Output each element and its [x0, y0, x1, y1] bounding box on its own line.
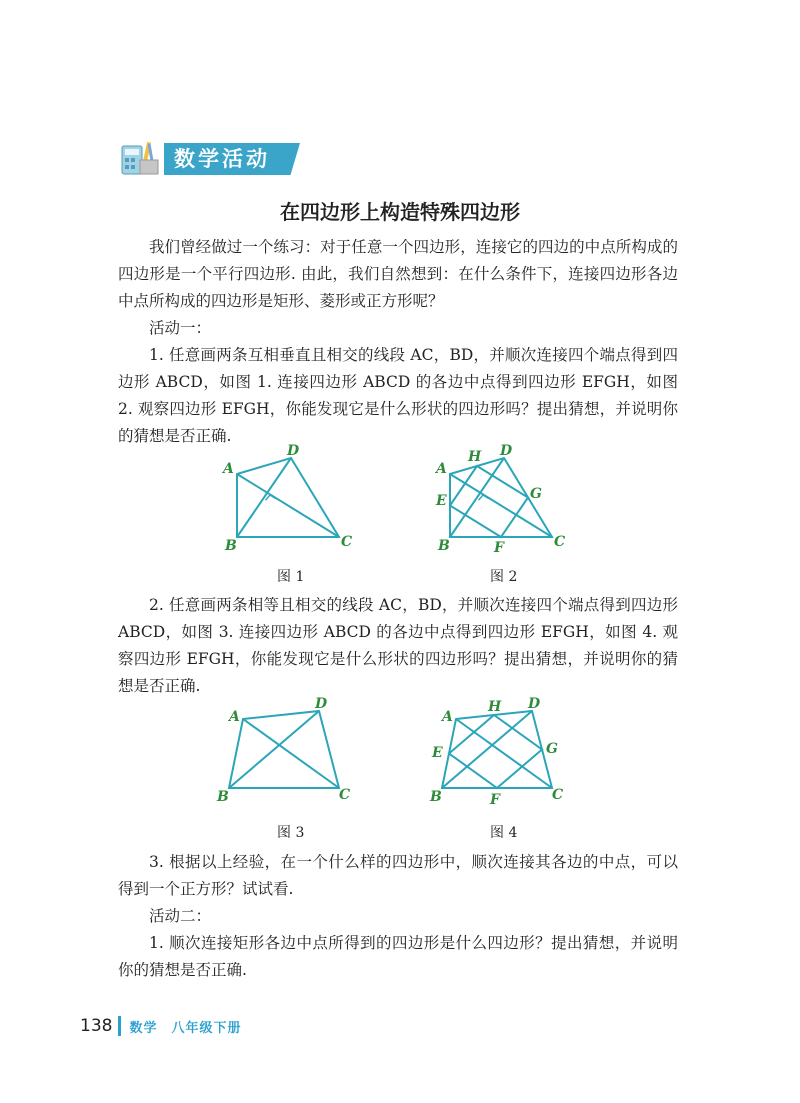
label-C: C: [341, 534, 353, 550]
label-E: E: [432, 745, 443, 761]
figure-1-caption: 图 1: [277, 569, 305, 585]
label-F: F: [494, 540, 504, 556]
page-title: 在四边形上构造特殊四边形: [280, 200, 520, 224]
footer-grade: 八年级下册: [171, 1020, 242, 1036]
figure-2: [428, 440, 578, 585]
figure-4: [428, 695, 578, 841]
label-A: A: [223, 461, 234, 477]
figure-3: [215, 695, 365, 841]
activity2-item1: 1. 顺次连接矩形各边中点所得到的四边形是什么四边形？提出猜想，并说明你的猜想是否正确.: [118, 934, 678, 979]
page-number: 138: [80, 1016, 113, 1036]
section-banner: [118, 140, 300, 178]
figure-1: [215, 440, 365, 585]
figure-3-caption: 图 3: [277, 825, 305, 841]
footer-book-title: 数学: [129, 1020, 158, 1036]
activity1-label: 活动一：: [149, 319, 212, 337]
label-D: D: [287, 443, 300, 459]
label-F: F: [490, 792, 500, 808]
page-footer: [80, 1015, 241, 1037]
figure-4-diagram: [428, 695, 578, 815]
label-H: H: [468, 449, 482, 465]
calculator-icon: [118, 140, 166, 178]
figure-1-diagram: [215, 440, 365, 560]
label-B: B: [438, 538, 450, 554]
label-D: D: [500, 443, 513, 459]
activity1-item1: 1. 任意画两条互相垂直且相交的线段 AC，BD，并顺次连接四个端点得到四边形 ABCD，如图 1. 连接四边形 ABCD 的各边中点得到四边形 EFGH，如图 2. 观察四边形 EFGH，你能发现它是什么形状的四边形吗？提出猜想，并说明你的猜想是否正确.: [118, 346, 678, 445]
label-D: D: [528, 696, 541, 712]
label-A: A: [229, 709, 240, 725]
activity2-label: 活动二：: [149, 907, 212, 925]
label-B: B: [225, 538, 237, 554]
figure-2-caption: 图 2: [490, 569, 518, 585]
figure-2-diagram: [428, 440, 578, 560]
figure-4-caption: 图 4: [490, 825, 518, 841]
label-C: C: [554, 534, 566, 550]
label-G: G: [546, 741, 558, 757]
label-A: A: [436, 461, 447, 477]
label-B: B: [217, 789, 229, 805]
footer-divider: [118, 1016, 121, 1036]
figure-3-diagram: [215, 695, 365, 815]
activity1-item3: 3. 根据以上经验，在一个什么样的四边形中，顺次连接其各边的中点，可以得到一个正方形？试试看.: [118, 853, 678, 898]
label-G: G: [530, 486, 542, 502]
label-A: A: [442, 709, 453, 725]
label-D: D: [315, 696, 328, 712]
label-C: C: [339, 787, 351, 803]
label-C: C: [552, 787, 564, 803]
activity1-item2: 2. 任意画两条相等且相交的线段 AC，BD，并顺次连接四个端点得到四边形 ABCD，如图 3. 连接四边形 ABCD 的各边中点得到四边形 EFGH，如图 4. 观察四边形 EFGH，你能发现它是什么形状的四边形吗？提出猜想，并说明你的猜想是否正确.: [118, 596, 678, 695]
label-B: B: [430, 789, 442, 805]
banner-label: 数学活动: [174, 147, 270, 171]
label-H: H: [488, 699, 502, 715]
label-E: E: [436, 493, 447, 509]
intro-paragraph: 我们曾经做过一个练习：对于任意一个四边形，连接它的四边的中点所构成的四边形是一个平行四边形. 由此，我们自然想到：在什么条件下，连接四边形各边中点所构成的四边形是矩形、菱形或正方形呢？: [118, 238, 678, 310]
